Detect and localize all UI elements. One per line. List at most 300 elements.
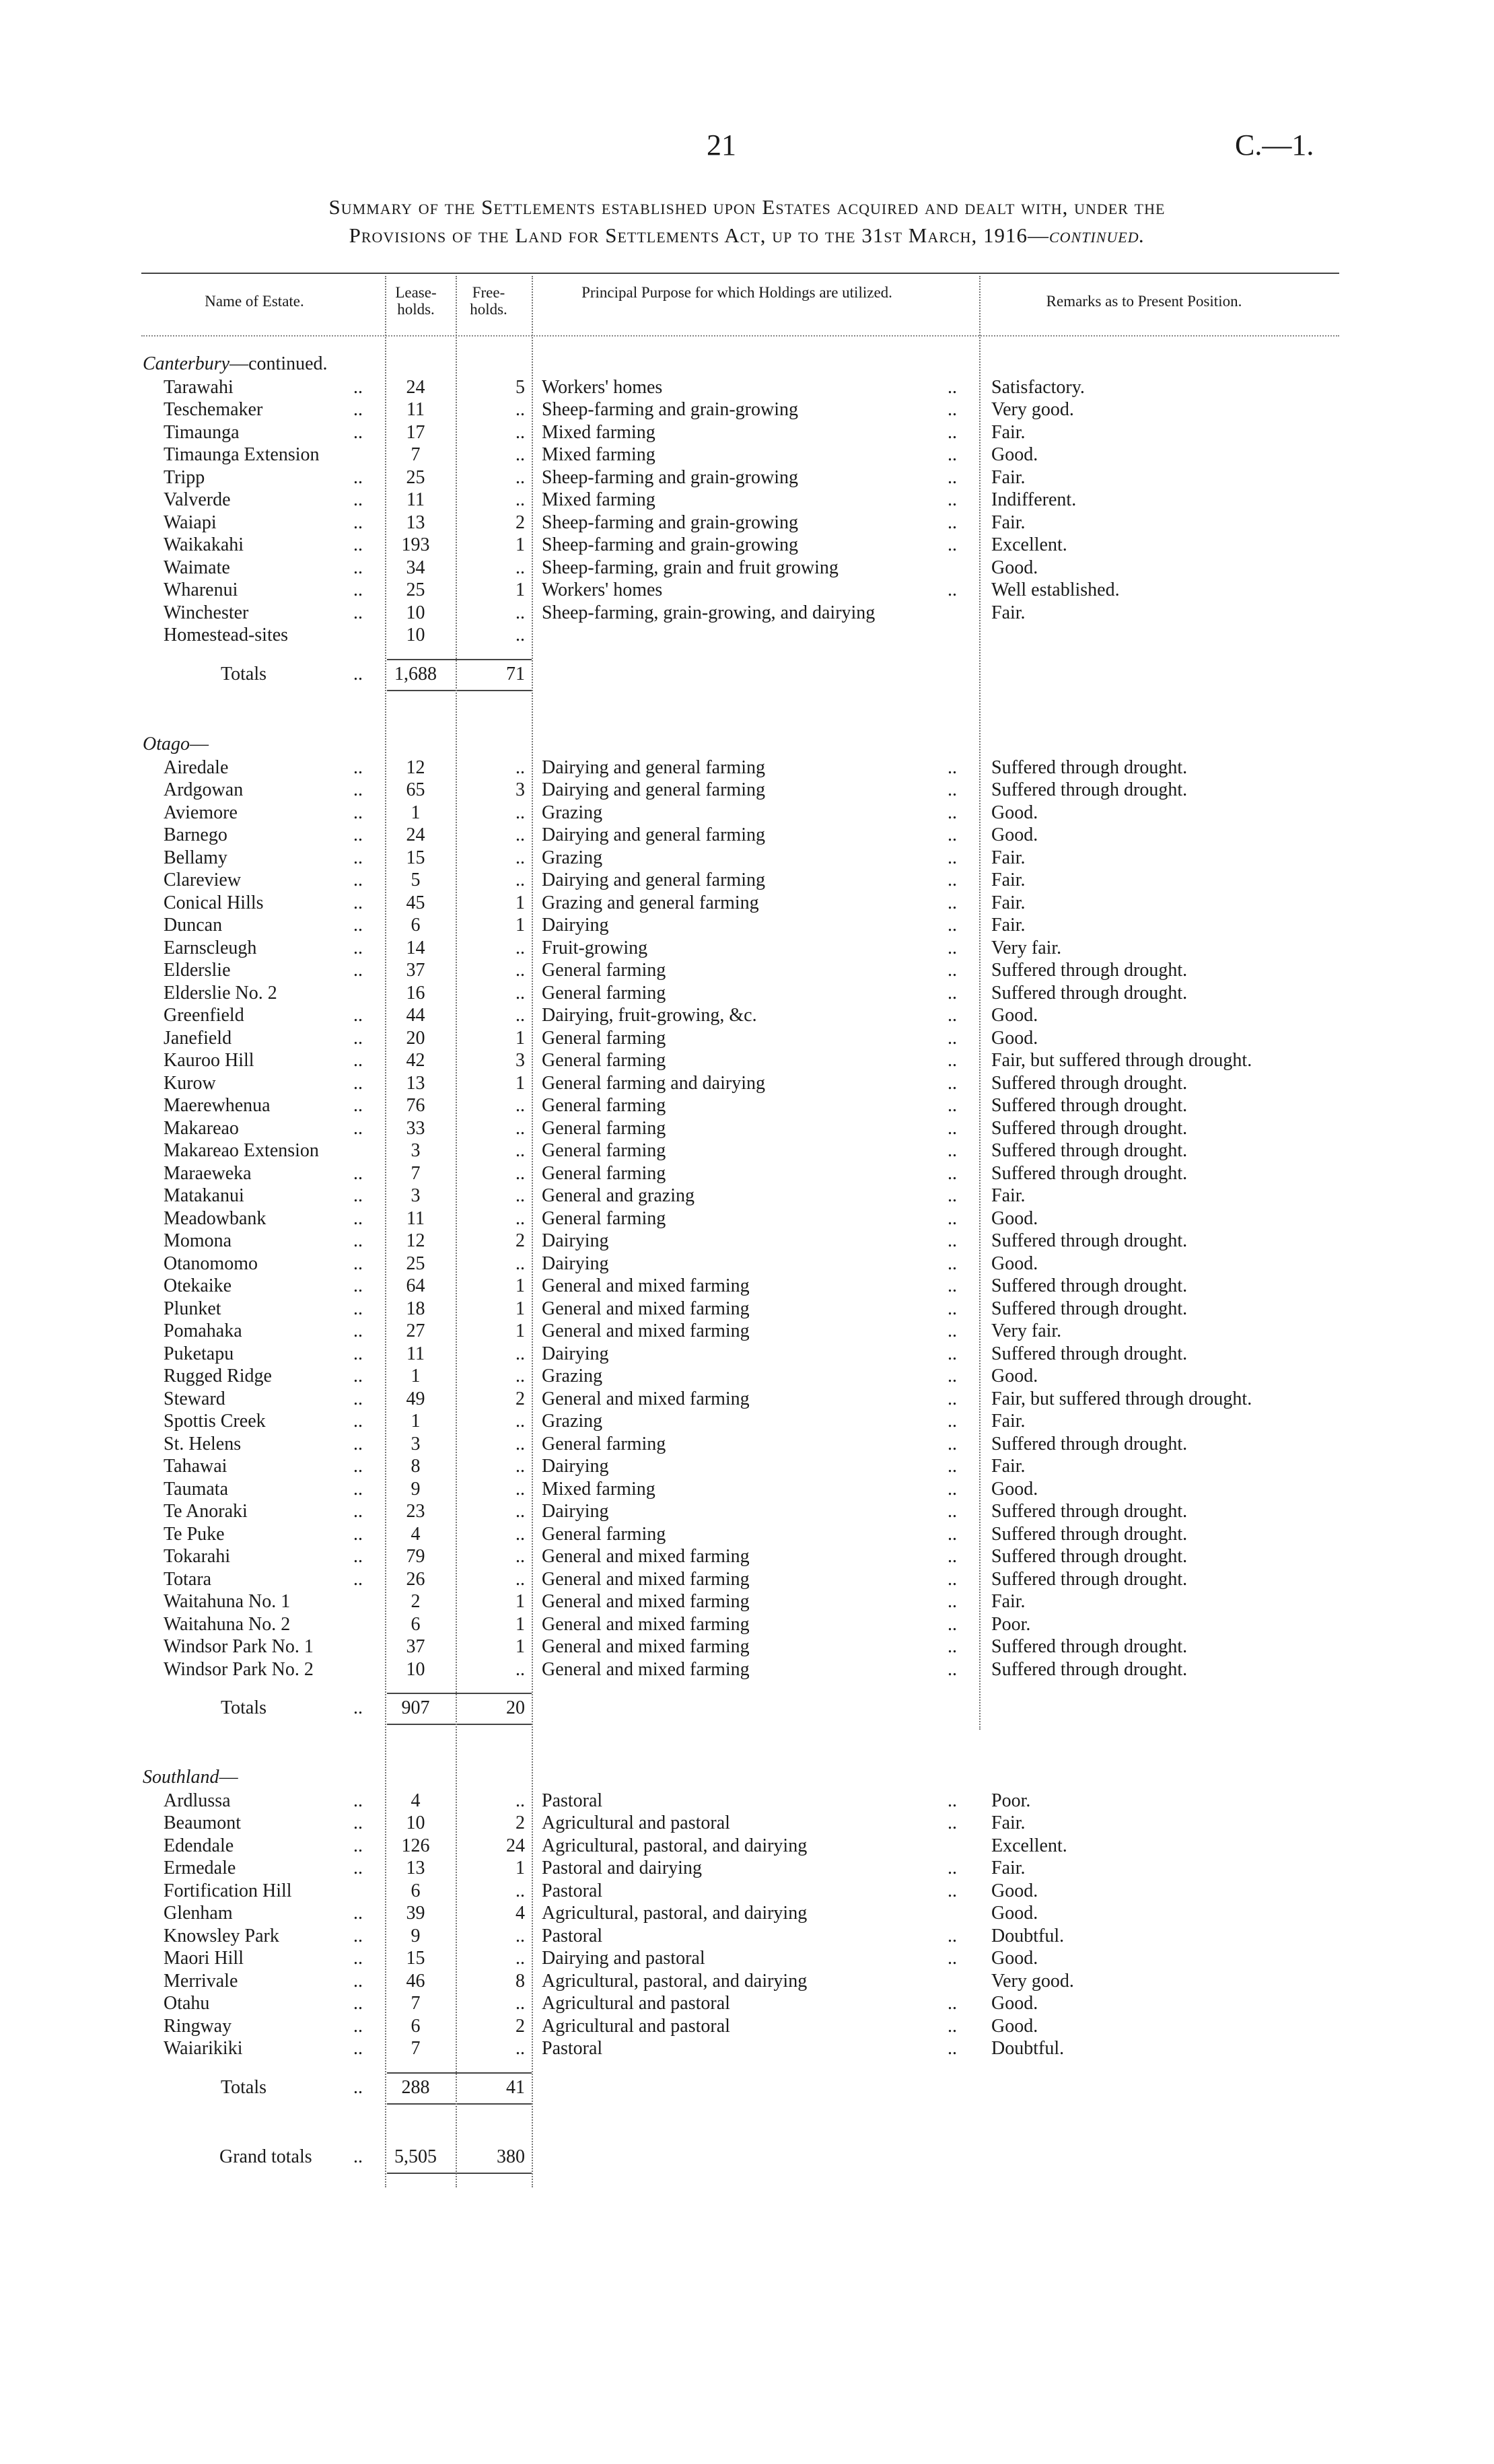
leaseholds-value: 7 bbox=[411, 1993, 421, 2014]
estate-name: Te Anoraki bbox=[164, 1501, 248, 1522]
leaseholds-value: 37 bbox=[406, 1636, 425, 1657]
region-suffix: —continued. bbox=[229, 353, 328, 374]
purpose-text: Mixed farming bbox=[542, 1478, 655, 1500]
freeholds-value: 1 bbox=[515, 1591, 525, 1612]
purpose-text: General and mixed farming bbox=[542, 1568, 750, 1590]
totals-row bbox=[0, 663, 1494, 685]
freeholds-value: .. bbox=[515, 466, 525, 488]
table-row bbox=[0, 1635, 1494, 1658]
remarks-text: Fair. bbox=[991, 466, 1026, 488]
estate-name: Ardgowan bbox=[164, 779, 244, 800]
estate-name: St. Helens bbox=[164, 1433, 242, 1454]
leaseholds-value: 5 bbox=[411, 870, 421, 890]
remarks-text: Suffered through drought. bbox=[991, 1343, 1188, 1364]
table-row bbox=[0, 1072, 1494, 1094]
dot-leader: .. bbox=[948, 1790, 957, 1811]
estate-name: Greenfield bbox=[164, 1005, 244, 1026]
freeholds-value: 8 bbox=[515, 1970, 525, 1992]
dot-leader: .. bbox=[353, 847, 363, 868]
leaseholds-value: 34 bbox=[406, 557, 425, 578]
estate-name: Tahawai bbox=[164, 1456, 227, 1477]
freeholds-value: .. bbox=[515, 1478, 525, 1500]
dot-leader: .. bbox=[353, 1501, 363, 1522]
table-row bbox=[0, 959, 1494, 981]
dot-leader: .. bbox=[948, 1546, 957, 1567]
purpose-text: Sheep-farming and grain-growing bbox=[542, 534, 798, 555]
purpose-text: Workers' homes bbox=[542, 376, 663, 398]
remarks-text: Good. bbox=[991, 444, 1038, 465]
totals-rule bbox=[387, 1693, 532, 1694]
totals-leaseholds: 288 bbox=[401, 2076, 430, 2098]
leaseholds-value: 10 bbox=[406, 625, 425, 645]
dot-leader: .. bbox=[353, 1027, 363, 1049]
purpose-text: Sheep-farming, grain-growing, and dairying bbox=[542, 602, 876, 623]
remarks-text: Fair. bbox=[991, 1456, 1026, 1477]
table-row bbox=[0, 376, 1494, 398]
dot-leader: .. bbox=[948, 1591, 957, 1612]
purpose-text: Mixed farming bbox=[542, 444, 655, 465]
purpose-text: Pastoral bbox=[542, 2038, 603, 2059]
purpose-text: Dairying bbox=[542, 1343, 609, 1364]
remarks-text: Suffered through drought. bbox=[991, 1072, 1188, 1094]
estate-name: Glenham bbox=[164, 1903, 233, 1924]
estate-name: Puketapu bbox=[164, 1343, 234, 1364]
leaseholds-value: 12 bbox=[406, 1230, 425, 1251]
dot-leader: .. bbox=[948, 1858, 957, 1878]
remarks-text: Suffered through drought. bbox=[991, 756, 1188, 778]
table-row bbox=[0, 1835, 1494, 1857]
table-row bbox=[0, 579, 1494, 601]
leaseholds-value: 9 bbox=[411, 1478, 421, 1500]
leaseholds-value: 27 bbox=[406, 1321, 425, 1341]
leaseholds-value: 76 bbox=[406, 1095, 425, 1116]
table-row bbox=[0, 1004, 1494, 1026]
leaseholds-value: 13 bbox=[406, 1072, 425, 1094]
estate-name: Teschemaker bbox=[164, 399, 263, 420]
table-row bbox=[0, 1433, 1494, 1455]
dot-leader: .. bbox=[948, 1050, 957, 1071]
leaseholds-value: 44 bbox=[406, 1005, 425, 1026]
table-row bbox=[0, 2015, 1494, 2037]
dot-leader: .. bbox=[948, 1411, 957, 1432]
estate-name: Ermedale bbox=[164, 1858, 236, 1878]
leaseholds-value: 13 bbox=[406, 1858, 425, 1878]
leaseholds-value: 65 bbox=[406, 779, 425, 800]
region-name: Otago bbox=[143, 734, 190, 754]
leaseholds-value: 79 bbox=[406, 1546, 425, 1567]
leaseholds-value: 4 bbox=[411, 1790, 421, 1811]
table-row bbox=[0, 1162, 1494, 1185]
dot-leader: .. bbox=[353, 824, 363, 845]
leaseholds-value: 24 bbox=[406, 824, 425, 845]
freeholds-value: 5 bbox=[515, 376, 525, 398]
totals-rule bbox=[387, 1724, 532, 1725]
purpose-text: Sheep-farming and grain-growing bbox=[542, 399, 798, 420]
remarks-text: Fair, but suffered through drought. bbox=[991, 1050, 1252, 1071]
table-row bbox=[0, 914, 1494, 936]
dot-leader: .. bbox=[353, 915, 363, 936]
table-row bbox=[0, 1410, 1494, 1432]
remarks-text: Very good. bbox=[991, 1970, 1074, 1992]
leaseholds-value: 2 bbox=[411, 1591, 421, 1612]
estate-name: Aviemore bbox=[164, 802, 238, 823]
remarks-text: Good. bbox=[991, 1207, 1038, 1229]
dot-leader: .. bbox=[948, 1140, 957, 1161]
dot-leader: .. bbox=[353, 1321, 363, 1341]
page-number: 21 bbox=[707, 129, 736, 162]
totals-row bbox=[0, 1697, 1494, 1719]
table-row bbox=[0, 1523, 1494, 1545]
estate-name: Kauroo Hill bbox=[164, 1050, 254, 1071]
freeholds-value: .. bbox=[515, 399, 525, 420]
purpose-text: Sheep-farming and grain-growing bbox=[542, 466, 798, 488]
freeholds-value: .. bbox=[515, 960, 525, 981]
freeholds-value: .. bbox=[515, 1366, 525, 1386]
purpose-text: Fruit-growing bbox=[542, 937, 648, 958]
dot-leader: .. bbox=[353, 1568, 363, 1590]
leaseholds-value: 25 bbox=[406, 1253, 425, 1274]
remarks-text: Fair. bbox=[991, 847, 1026, 868]
leaseholds-value: 1 bbox=[411, 1411, 421, 1432]
estate-name: Ardlussa bbox=[164, 1790, 231, 1811]
table-row bbox=[0, 489, 1494, 511]
dot-leader: .. bbox=[948, 1162, 957, 1184]
freeholds-value: 2 bbox=[515, 1812, 525, 1833]
leaseholds-value: 1 bbox=[411, 1366, 421, 1386]
leaseholds-value: 7 bbox=[411, 444, 421, 465]
dot-leader: .. bbox=[353, 1835, 363, 1856]
table-row bbox=[0, 1970, 1494, 1992]
purpose-text: General and grazing bbox=[542, 1185, 695, 1206]
dot-leader: .. bbox=[353, 1456, 363, 1477]
dot-leader: .. bbox=[948, 1321, 957, 1341]
purpose-text: General farming and dairying bbox=[542, 1072, 765, 1094]
purpose-text: Dairying bbox=[542, 1501, 609, 1522]
purpose-text: Pastoral bbox=[542, 1925, 603, 1946]
remarks-text: Suffered through drought. bbox=[991, 1636, 1188, 1657]
estate-name: Valverde bbox=[164, 489, 231, 510]
remarks-text: Suffered through drought. bbox=[991, 1501, 1188, 1522]
purpose-text: Dairying bbox=[542, 1456, 609, 1477]
table-row bbox=[0, 1902, 1494, 1924]
dot-leader: .. bbox=[353, 870, 363, 890]
totals-label: Totals bbox=[221, 1697, 267, 1718]
dot-leader: .. bbox=[353, 421, 363, 443]
purpose-text: Dairying bbox=[542, 1230, 609, 1251]
freeholds-value: .. bbox=[515, 1343, 525, 1364]
freeholds-value: .. bbox=[515, 824, 525, 845]
estate-name: Taumata bbox=[164, 1478, 228, 1500]
estate-name: Waiapi bbox=[164, 512, 217, 533]
dot-leader: .. bbox=[948, 915, 957, 936]
leaseholds-value: 25 bbox=[406, 579, 425, 600]
dot-leader: .. bbox=[353, 663, 363, 684]
dot-leader: .. bbox=[948, 1478, 957, 1500]
freeholds-value: .. bbox=[515, 1162, 525, 1184]
freeholds-value: .. bbox=[515, 1993, 525, 2014]
table-row bbox=[0, 1230, 1494, 1252]
totals-rule bbox=[387, 659, 532, 660]
remarks-text: Good. bbox=[991, 824, 1038, 845]
freeholds-value: 4 bbox=[515, 1903, 525, 1924]
freeholds-value: 2 bbox=[515, 1230, 525, 1251]
dot-leader: .. bbox=[353, 1117, 363, 1139]
dot-leader: .. bbox=[353, 1948, 363, 1969]
freeholds-value: .. bbox=[515, 1568, 525, 1590]
remarks-text: Good. bbox=[991, 1478, 1038, 1500]
remarks-text: Good. bbox=[991, 1005, 1038, 1026]
totals-leaseholds: 907 bbox=[401, 1697, 430, 1718]
estate-name: Janefield bbox=[164, 1027, 232, 1049]
leaseholds-value: 11 bbox=[406, 1343, 425, 1364]
estate-name: Steward bbox=[164, 1388, 225, 1409]
leaseholds-value: 10 bbox=[406, 602, 425, 623]
dot-leader: .. bbox=[353, 489, 363, 510]
header-name: Name of Estate. bbox=[205, 293, 304, 310]
leaseholds-value: 1 bbox=[411, 802, 421, 823]
table-row bbox=[0, 1343, 1494, 1365]
dot-leader: .. bbox=[948, 399, 957, 420]
leaseholds-value: 11 bbox=[406, 399, 425, 420]
freeholds-value: 1 bbox=[515, 1613, 525, 1635]
estate-name: Barnego bbox=[164, 824, 227, 845]
dot-leader: .. bbox=[353, 534, 363, 555]
table-row bbox=[0, 1207, 1494, 1230]
leaseholds-value: 25 bbox=[406, 466, 425, 488]
purpose-text: Dairying bbox=[542, 915, 609, 936]
dot-leader: .. bbox=[353, 1343, 363, 1364]
table-row bbox=[0, 1185, 1494, 1207]
remarks-text: Satisfactory. bbox=[991, 376, 1085, 398]
purpose-text: Sheep-farming, grain and fruit growing bbox=[542, 557, 839, 578]
dot-leader: .. bbox=[353, 1005, 363, 1026]
leaseholds-value: 10 bbox=[406, 1658, 425, 1680]
remarks-text: Poor. bbox=[991, 1790, 1031, 1811]
freeholds-value: 2 bbox=[515, 2015, 525, 2037]
dot-leader: .. bbox=[948, 1433, 957, 1454]
leaseholds-value: 37 bbox=[406, 960, 425, 981]
purpose-text: General and mixed farming bbox=[542, 1298, 750, 1319]
grand-totals-freeholds: 380 bbox=[497, 2146, 525, 2167]
leaseholds-value: 193 bbox=[401, 534, 430, 555]
leaseholds-value: 11 bbox=[406, 489, 425, 510]
estate-name: Ringway bbox=[164, 2015, 232, 2037]
remarks-text: Suffered through drought. bbox=[991, 1162, 1188, 1184]
purpose-text: General and mixed farming bbox=[542, 1613, 750, 1635]
freeholds-value: 1 bbox=[515, 1298, 525, 1319]
purpose-text: Mixed farming bbox=[542, 489, 655, 510]
remarks-text: Good. bbox=[991, 1993, 1038, 2014]
remarks-text: Suffered through drought. bbox=[991, 1140, 1188, 1161]
dot-leader: .. bbox=[353, 756, 363, 778]
remarks-text: Fair. bbox=[991, 1185, 1026, 1206]
dot-leader: .. bbox=[948, 1613, 957, 1635]
dot-leader: .. bbox=[948, 579, 957, 600]
freeholds-value: 3 bbox=[515, 1050, 525, 1071]
table-row bbox=[0, 824, 1494, 846]
dot-leader: .. bbox=[353, 1970, 363, 1992]
purpose-text: General farming bbox=[542, 1117, 666, 1139]
table-row bbox=[0, 1658, 1494, 1681]
header-leaseholds: Lease- holds. bbox=[395, 284, 437, 318]
estate-name: Makareao bbox=[164, 1117, 239, 1139]
dot-leader: .. bbox=[948, 1298, 957, 1319]
estate-name: Rugged Ridge bbox=[164, 1366, 272, 1386]
remarks-text: Fair. bbox=[991, 421, 1026, 443]
dot-leader: .. bbox=[353, 892, 363, 913]
estate-name: Plunket bbox=[164, 1298, 221, 1319]
estate-name: Waitahuna No. 2 bbox=[164, 1613, 291, 1635]
purpose-text: Grazing bbox=[542, 847, 603, 868]
estate-name: Merrivale bbox=[164, 1970, 238, 1992]
freeholds-value: .. bbox=[515, 557, 525, 578]
estate-name: Bellamy bbox=[164, 847, 227, 868]
dot-leader: .. bbox=[948, 1117, 957, 1139]
dot-leader: .. bbox=[948, 2015, 957, 2037]
region-name: Canterbury bbox=[143, 353, 230, 374]
dot-leader: .. bbox=[948, 534, 957, 555]
table-row bbox=[0, 1320, 1494, 1342]
estate-name: Homestead-sites bbox=[164, 625, 289, 645]
table-row bbox=[0, 1925, 1494, 1947]
table-row bbox=[0, 982, 1494, 1004]
estate-name: Waimate bbox=[164, 557, 230, 578]
purpose-text: General and mixed farming bbox=[542, 1388, 750, 1409]
dot-leader: .. bbox=[353, 1411, 363, 1432]
freeholds-value: 1 bbox=[515, 1275, 525, 1296]
leaseholds-value: 14 bbox=[406, 937, 425, 958]
freeholds-value: .. bbox=[515, 937, 525, 958]
leaseholds-value: 39 bbox=[406, 1903, 425, 1924]
estate-name: Totara bbox=[164, 1568, 212, 1590]
remarks-text: Excellent. bbox=[991, 534, 1067, 555]
dot-leader: .. bbox=[353, 1523, 363, 1545]
freeholds-value: 1 bbox=[515, 579, 525, 600]
dot-leader: .. bbox=[353, 1858, 363, 1878]
freeholds-value: 2 bbox=[515, 512, 525, 533]
freeholds-value: .. bbox=[515, 1140, 525, 1161]
table-row bbox=[0, 1117, 1494, 1139]
purpose-text: General farming bbox=[542, 982, 666, 1004]
remarks-text: Suffered through drought. bbox=[991, 960, 1188, 981]
freeholds-value: .. bbox=[515, 444, 525, 465]
estate-name: Meadowbank bbox=[164, 1207, 266, 1229]
purpose-text: Agricultural, pastoral, and dairying bbox=[542, 1970, 808, 1992]
freeholds-value: .. bbox=[515, 2038, 525, 2059]
dot-leader: .. bbox=[948, 960, 957, 981]
remarks-text: Suffered through drought. bbox=[991, 1117, 1188, 1139]
table-row bbox=[0, 2037, 1494, 2060]
dot-leader: .. bbox=[353, 1230, 363, 1251]
freeholds-value: .. bbox=[515, 1523, 525, 1545]
purpose-text: Dairying, fruit-growing, &c. bbox=[542, 1005, 757, 1026]
dot-leader: .. bbox=[948, 1343, 957, 1364]
estate-name: Wharenui bbox=[164, 579, 238, 600]
table-row bbox=[0, 1880, 1494, 1902]
dot-leader: .. bbox=[948, 892, 957, 913]
totals-label: Totals bbox=[221, 2076, 267, 2098]
purpose-text: General farming bbox=[542, 1433, 666, 1454]
dot-leader: .. bbox=[948, 937, 957, 958]
dot-leader: .. bbox=[353, 557, 363, 578]
remarks-text: Doubtful. bbox=[991, 2038, 1065, 2059]
table-row bbox=[0, 1027, 1494, 1049]
estate-name: Beaumont bbox=[164, 1812, 242, 1833]
totals-rule bbox=[387, 2072, 532, 2074]
freeholds-value: 1 bbox=[515, 1072, 525, 1094]
freeholds-value: .. bbox=[515, 1185, 525, 1206]
remarks-text: Suffered through drought. bbox=[991, 1658, 1188, 1680]
dot-leader: .. bbox=[353, 960, 363, 981]
freeholds-value: .. bbox=[515, 982, 525, 1004]
purpose-text: General and mixed farming bbox=[542, 1546, 750, 1567]
document-code: C.—1. bbox=[1235, 129, 1314, 162]
dot-leader: .. bbox=[353, 2015, 363, 2037]
remarks-text: Suffered through drought. bbox=[991, 1523, 1188, 1545]
freeholds-value: .. bbox=[515, 1005, 525, 1026]
leaseholds-value: 3 bbox=[411, 1140, 421, 1161]
leaseholds-value: 8 bbox=[411, 1456, 421, 1477]
remarks-text: Fair. bbox=[991, 892, 1026, 913]
dot-leader: .. bbox=[948, 1230, 957, 1251]
estate-name: Te Puke bbox=[164, 1523, 225, 1545]
dot-leader: .. bbox=[353, 1253, 363, 1274]
freeholds-value: .. bbox=[515, 1117, 525, 1139]
region-heading bbox=[143, 1767, 238, 1788]
estate-name: Elderslie bbox=[164, 960, 231, 981]
dot-leader: .. bbox=[353, 779, 363, 800]
estate-name: Waitahuna No. 1 bbox=[164, 1591, 291, 1612]
table-row bbox=[0, 1947, 1494, 1969]
leaseholds-value: 46 bbox=[406, 1970, 425, 1992]
region-heading bbox=[143, 734, 209, 755]
table-row bbox=[0, 534, 1494, 556]
purpose-text: Grazing bbox=[542, 1411, 603, 1432]
table-row bbox=[0, 1992, 1494, 2014]
dot-leader: .. bbox=[948, 466, 957, 488]
remarks-text: Fair. bbox=[991, 602, 1026, 623]
freeholds-value: .. bbox=[515, 1095, 525, 1116]
title-line-2: Provisions of the Land for Settlements Act, up to the 31st March, 1916—continued. bbox=[349, 223, 1145, 247]
dot-leader: .. bbox=[948, 1993, 957, 2014]
grand-totals-row bbox=[0, 2146, 1494, 2168]
freeholds-value: 1 bbox=[515, 534, 525, 555]
remarks-text: Good. bbox=[991, 1366, 1038, 1386]
remarks-text: Good. bbox=[991, 802, 1038, 823]
remarks-text: Suffered through drought. bbox=[991, 982, 1188, 1004]
dot-leader: .. bbox=[353, 1095, 363, 1116]
dot-leader: .. bbox=[948, 1275, 957, 1296]
freeholds-value: .. bbox=[515, 756, 525, 778]
table-row bbox=[0, 557, 1494, 579]
remarks-text: Fair. bbox=[991, 1591, 1026, 1612]
freeholds-value: .. bbox=[515, 847, 525, 868]
dot-leader: .. bbox=[948, 489, 957, 510]
remarks-text: Good. bbox=[991, 1903, 1038, 1924]
estate-name: Kurow bbox=[164, 1072, 216, 1094]
table-row bbox=[0, 624, 1494, 646]
dot-leader: .. bbox=[948, 1207, 957, 1229]
remarks-text: Fair, but suffered through drought. bbox=[991, 1388, 1252, 1409]
dot-leader: .. bbox=[353, 1433, 363, 1454]
table-row bbox=[0, 398, 1494, 421]
grand-totals-rule bbox=[387, 2173, 532, 2174]
remarks-text: Doubtful. bbox=[991, 1925, 1065, 1946]
leaseholds-value: 6 bbox=[411, 1613, 421, 1635]
dot-leader: .. bbox=[948, 1880, 957, 1901]
dot-leader: .. bbox=[948, 1456, 957, 1477]
freeholds-value: 1 bbox=[515, 915, 525, 936]
